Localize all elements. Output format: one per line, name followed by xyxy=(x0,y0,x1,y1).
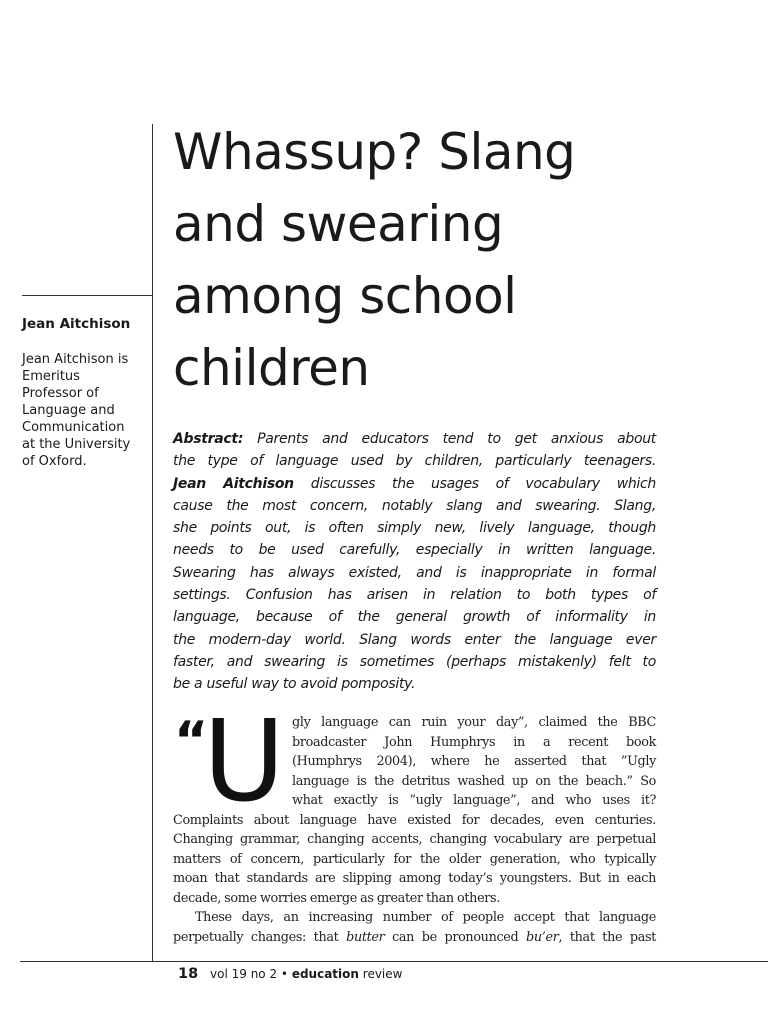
body-line: gly language can ruin your day”, claimed the BBC xyxy=(292,715,656,730)
body-line: matters of concern, particularly for the older generation, who typically xyxy=(173,851,656,867)
abstract-text: Parents and educators tend to get anxious about xyxy=(243,431,656,447)
body-line: language is the detritus washed up on the beach.” So xyxy=(292,773,656,789)
body-text: perpetually changes: that xyxy=(173,929,347,945)
abstract-line: language, because of the general growth of informality in xyxy=(173,609,656,626)
author-bio-line: Emeritus xyxy=(22,369,80,384)
author-bio-line: of Oxford. xyxy=(22,454,87,469)
abstract-line: the type of language used by children, particularly teenagers. xyxy=(173,453,656,470)
abstract-line: needs to be used carefully, especially in written language. xyxy=(173,542,656,559)
body-text: , that the past xyxy=(558,929,656,945)
body-line: (Humphrys 2004), where he asserted that ”Ugly xyxy=(292,754,656,769)
abstract-line xyxy=(173,428,656,450)
body-italic: butter xyxy=(346,929,385,945)
footer-divider xyxy=(20,961,768,962)
body-line: These days, an increasing number of people accept that language xyxy=(195,910,656,925)
title-line: Whassup? Slang xyxy=(173,123,576,181)
body-line xyxy=(173,928,656,948)
abstract-line: she points out, is often simply new, lively language, though xyxy=(173,520,656,537)
body-italic: bu’er xyxy=(526,929,559,945)
title-line: children xyxy=(173,339,370,397)
abstract-line: the modern-day world. Slang words enter the language ever xyxy=(173,631,656,648)
author-divider xyxy=(22,295,152,296)
author-bio-line: Professor of xyxy=(22,386,99,401)
abstract-line: settings. Confusion has arisen in relation to both types of xyxy=(173,587,656,604)
abstract-text: discusses the usages of vocabulary which xyxy=(293,475,656,492)
abstract xyxy=(173,428,656,696)
body-line: what exactly is ”ugly language”, and who uses it? xyxy=(292,793,656,808)
abstract-label: Abstract: xyxy=(173,431,244,447)
article-body xyxy=(173,713,656,947)
author-bio xyxy=(22,351,148,470)
abstract-line: be a useful way to avoid pomposity. xyxy=(173,676,416,693)
author-bio-line: Language and xyxy=(22,403,115,418)
title-line: among school xyxy=(173,267,517,325)
body-line: broadcaster John Humphrys in a recent book xyxy=(292,734,656,750)
author-bio-line: Communication xyxy=(22,420,125,435)
body-line: Complaints about language have existed for decades, even centuries. xyxy=(173,812,656,828)
body-line: moan that standards are slipping among today’s youngsters. But in each xyxy=(173,871,656,886)
opening-quote-mark: “ xyxy=(174,711,209,771)
body-text: can be pronounced xyxy=(384,929,527,945)
abstract-author-name: Jean Aitchison xyxy=(173,475,294,492)
issue-info: vol 19 no 2 xyxy=(210,967,278,981)
author-bio-line: at the University xyxy=(22,437,131,452)
author-bio-line: Jean Aitchison is xyxy=(22,352,129,367)
abstract-line: Swearing has always existed, and is inappropriate in formal xyxy=(173,564,656,581)
body-line: decade, some worries emerge as greater than others. xyxy=(173,890,500,906)
page-footer xyxy=(178,964,402,984)
drop-cap: U xyxy=(203,697,285,827)
article-title xyxy=(173,116,753,404)
footer-bullet: • xyxy=(280,967,288,981)
abstract-line: cause the most concern, notably slang and swearing. Slang, xyxy=(173,497,656,514)
abstract-line: faster, and swearing is sometimes (perhaps mistakenly) felt to xyxy=(173,653,656,670)
journal-name-bold: education xyxy=(291,967,359,981)
abstract-line xyxy=(173,473,656,495)
page-number: 18 xyxy=(178,966,199,982)
title-line: and swearing xyxy=(173,195,504,253)
author-name: Jean Aitchison xyxy=(22,316,131,332)
column-divider-vertical xyxy=(152,124,153,961)
body-line: Changing grammar, changing accents, changing vocabulary are perpetual xyxy=(173,832,656,847)
journal-name-rest: review xyxy=(362,967,403,981)
